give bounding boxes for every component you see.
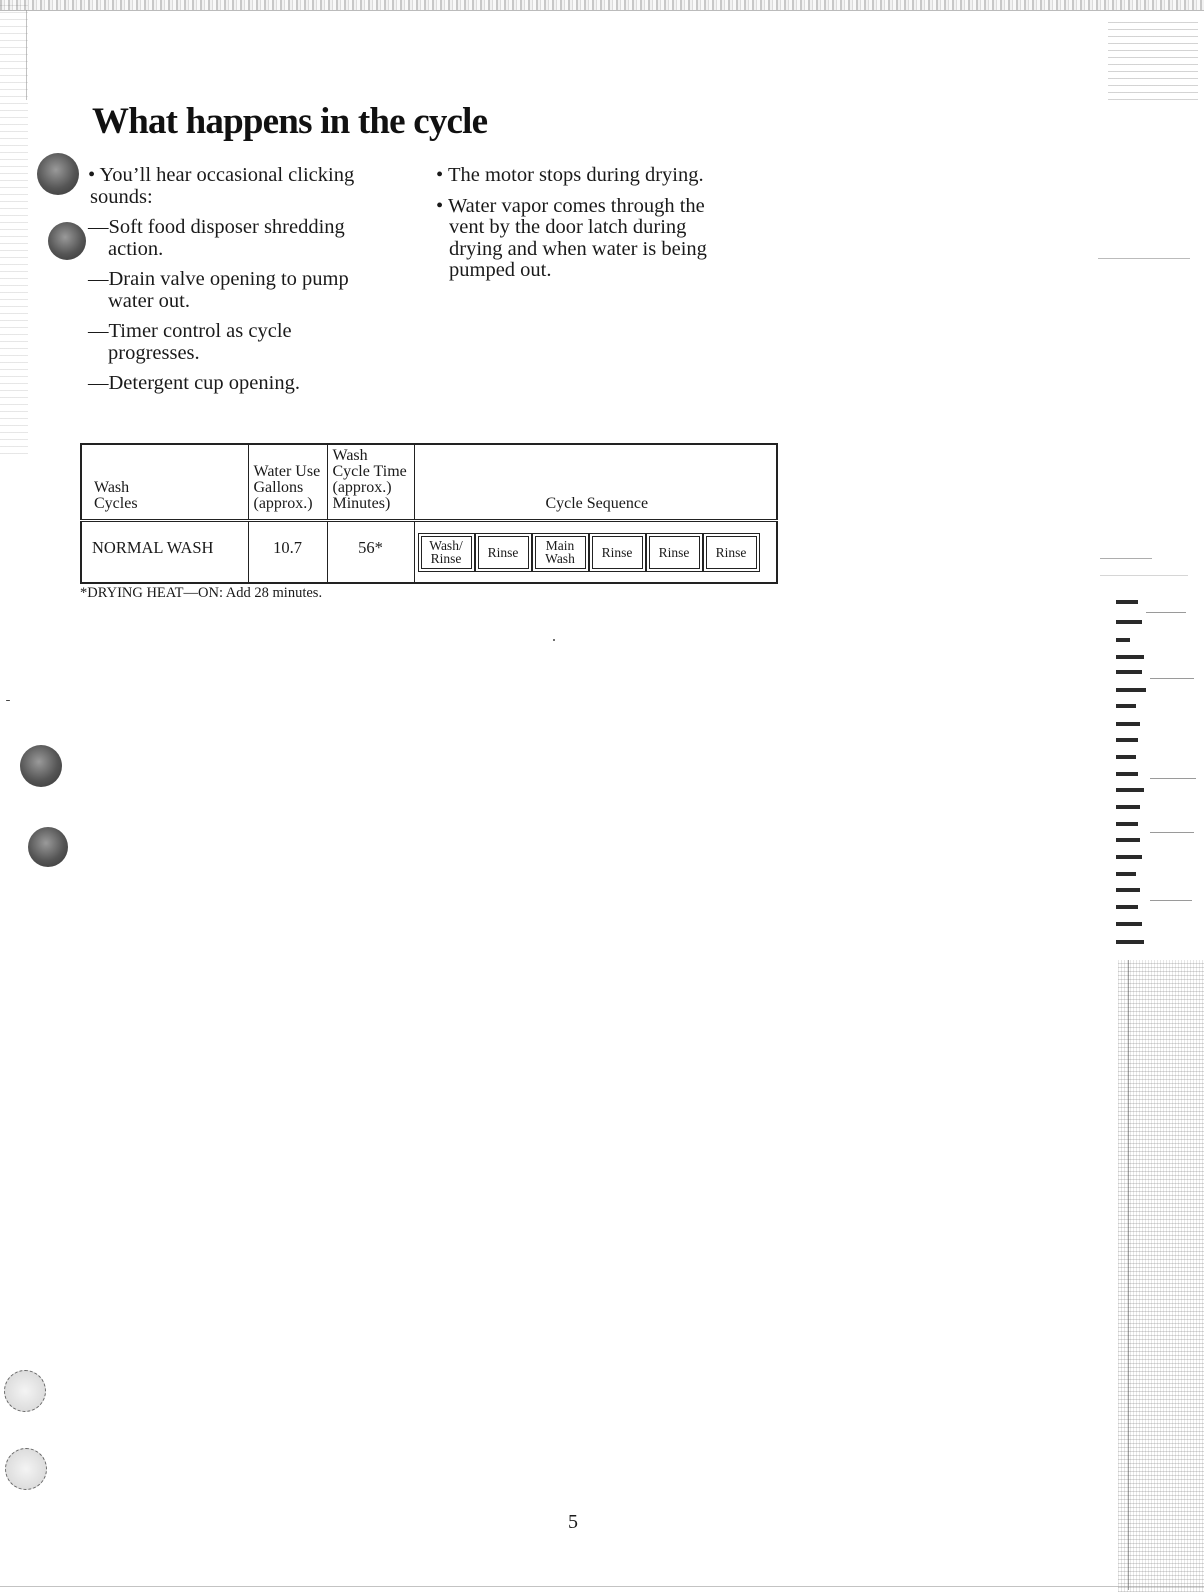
bullet-item: • You’ll hear occasional clicking sounds: xyxy=(88,164,355,208)
index-tab-strip xyxy=(1116,600,1196,960)
binder-hole xyxy=(28,827,68,867)
scan-noise-right xyxy=(1118,960,1204,1592)
scan-speck xyxy=(6,700,10,701)
sequence-step-rinse: Rinse xyxy=(592,536,643,569)
binder-hole xyxy=(20,745,62,787)
scan-mark xyxy=(1100,575,1188,576)
header-wash-cycles: Wash Cycles xyxy=(81,444,248,521)
page-number: 5 xyxy=(568,1511,578,1533)
scan-speck xyxy=(553,639,555,641)
header-water-use: Water Use Gallons (approx.) xyxy=(248,444,327,521)
sequence-step-rinse: Rinse xyxy=(478,536,529,569)
header-cycle-time: Wash Cycle Time (approx.) Minutes) xyxy=(327,444,414,521)
bullet-item: • Water vapor comes through the vent by the door latch during drying and when water is being pumped out. xyxy=(436,194,707,281)
scan-edge-line-right xyxy=(1128,960,1129,1590)
dash-item: —Detergent cup opening. xyxy=(88,372,300,394)
scan-noise-left xyxy=(0,0,28,460)
sequence-step-rinse: Rinse xyxy=(649,536,700,569)
gallons-cell: 10.7 xyxy=(248,521,327,584)
header-cycle-sequence: Cycle Sequence xyxy=(414,444,777,521)
binder-hole xyxy=(48,222,86,260)
scan-edge-line-bottom xyxy=(0,1586,1204,1587)
dash-item: —Drain valve opening to pump water out. xyxy=(88,268,349,312)
cycle-name-cell: NORMAL WASH xyxy=(81,521,248,584)
page-title: What happens in the cycle xyxy=(92,101,488,142)
minutes-cell: 56* xyxy=(327,521,414,584)
scan-noise-right-top xyxy=(1108,20,1198,100)
sequence-step-wash-rinse: Wash/ Rinse xyxy=(421,536,472,569)
sequence-step-rinse: Rinse xyxy=(706,536,757,569)
scan-mark xyxy=(1100,558,1152,559)
footnote: *DRYING HEAT—ON: Add 28 minutes. xyxy=(80,585,323,601)
table-row xyxy=(81,521,777,584)
dash-item: —Timer control as cycle progresses. xyxy=(88,320,292,364)
table-header-row xyxy=(81,444,777,521)
scan-noise-top xyxy=(0,0,1204,10)
scan-edge-line xyxy=(0,10,1204,11)
bullet-item: • The motor stops during drying. xyxy=(436,164,704,186)
left-text-column xyxy=(88,165,418,404)
binder-hole xyxy=(5,1448,47,1490)
binder-hole xyxy=(37,153,79,195)
scan-edge-line-left xyxy=(26,10,27,100)
sequence-step-main-wash: Main Wash xyxy=(535,536,586,569)
binder-hole xyxy=(4,1370,46,1412)
sequence-cell xyxy=(414,521,777,584)
cycle-table xyxy=(80,443,778,584)
right-text-column xyxy=(436,165,766,291)
scan-mark xyxy=(1098,258,1190,259)
dash-item: —Soft food disposer shredding action. xyxy=(88,216,345,260)
